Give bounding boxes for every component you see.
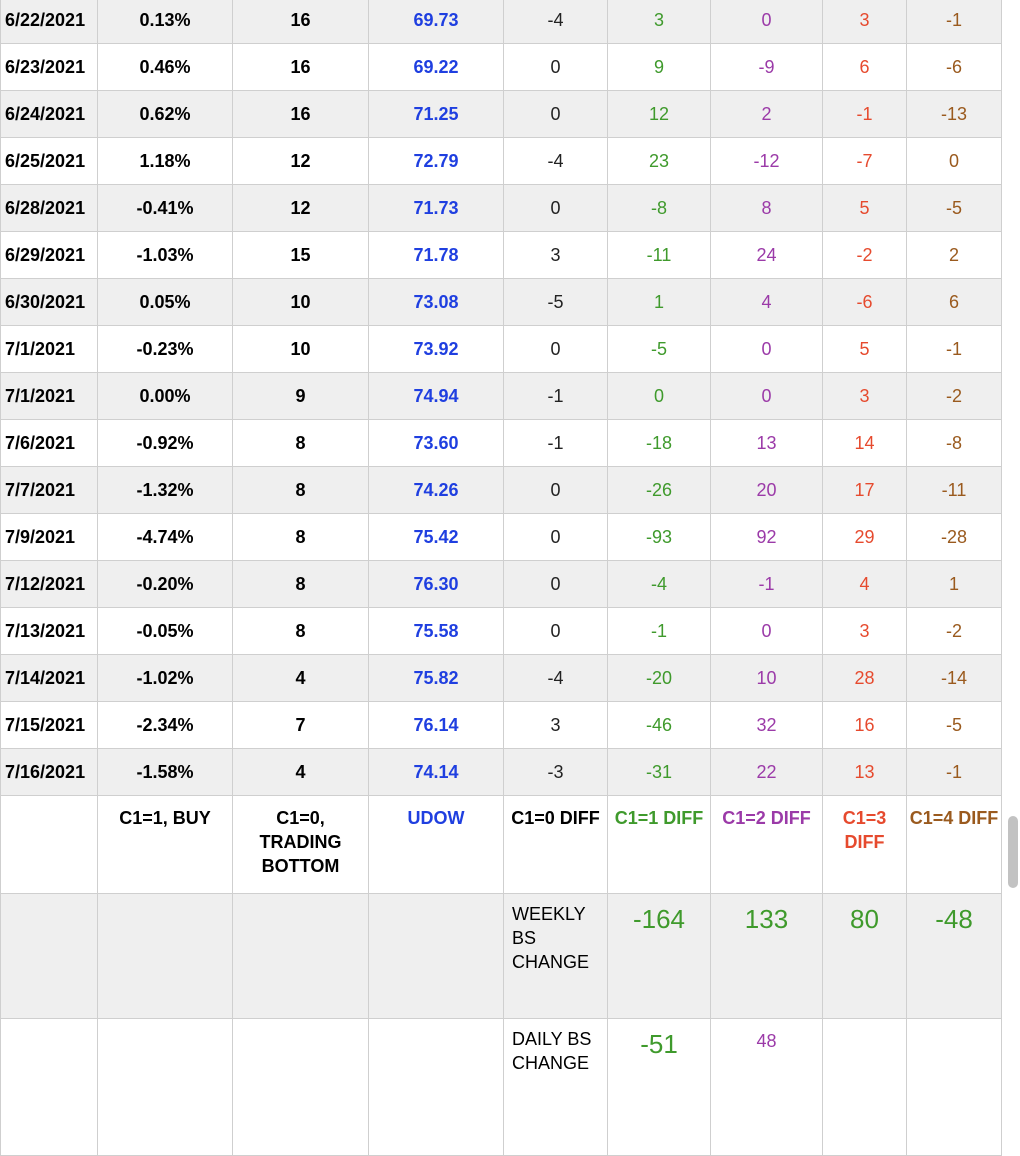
- table-body: [1, 0, 1002, 1156]
- cell-c3-diff[interactable]: 5: [823, 185, 907, 232]
- cell-c4-diff[interactable]: -8: [907, 420, 1002, 467]
- cell-c0-diff[interactable]: -3: [504, 749, 608, 796]
- cell-date[interactable]: 6/22/2021: [1, 0, 98, 44]
- cell-c4-diff[interactable]: -6: [907, 44, 1002, 91]
- cell-c1-diff[interactable]: 0: [608, 373, 711, 420]
- cell-c0-diff[interactable]: 0: [504, 561, 608, 608]
- cell-date[interactable]: 6/24/2021: [1, 91, 98, 138]
- cell-date[interactable]: 7/15/2021: [1, 702, 98, 749]
- header-c0-diff[interactable]: C1=0 DIFF: [504, 796, 608, 894]
- cell-c0-diff[interactable]: 0: [504, 608, 608, 655]
- empty-cell[interactable]: [98, 894, 233, 1019]
- cell-trading-bottom[interactable]: 8: [233, 608, 369, 655]
- header-date[interactable]: [1, 796, 98, 894]
- table-row: [1, 420, 1002, 467]
- table-row: [1, 326, 1002, 373]
- cell-c0-diff[interactable]: -4: [504, 655, 608, 702]
- cell-c0-diff[interactable]: 0: [504, 326, 608, 373]
- cell-c4-diff[interactable]: 6: [907, 279, 1002, 326]
- cell-c4-diff[interactable]: -1: [907, 326, 1002, 373]
- cell-c3-diff[interactable]: 17: [823, 467, 907, 514]
- cell-udow[interactable]: 71.25: [369, 91, 504, 138]
- cell-trading-bottom[interactable]: 4: [233, 655, 369, 702]
- cell-buy-pct[interactable]: 0.05%: [98, 279, 233, 326]
- cell-c0-diff[interactable]: -4: [504, 138, 608, 185]
- table-row: [1, 655, 1002, 702]
- cell-c3-diff[interactable]: 3: [823, 608, 907, 655]
- cell-trading-bottom[interactable]: 16: [233, 0, 369, 44]
- cell-c2-diff[interactable]: -12: [711, 138, 823, 185]
- cell-c2-diff[interactable]: 22: [711, 749, 823, 796]
- cell-c4-diff[interactable]: -13: [907, 91, 1002, 138]
- cell-c3-diff[interactable]: 14: [823, 420, 907, 467]
- cell-c2-diff[interactable]: -9: [711, 44, 823, 91]
- cell-c1-diff[interactable]: 3: [608, 0, 711, 44]
- cell-buy-pct[interactable]: -2.34%: [98, 702, 233, 749]
- cell-date[interactable]: 7/9/2021: [1, 514, 98, 561]
- cell-c0-diff[interactable]: 0: [504, 91, 608, 138]
- cell-trading-bottom[interactable]: 8: [233, 467, 369, 514]
- cell-c4-diff[interactable]: -1: [907, 0, 1002, 44]
- table-row: [1, 138, 1002, 185]
- table-row: [1, 232, 1002, 279]
- header-udow[interactable]: UDOW: [369, 796, 504, 894]
- cell-trading-bottom[interactable]: 10: [233, 279, 369, 326]
- weekly-c3[interactable]: 80: [823, 894, 907, 1019]
- empty-cell[interactable]: [233, 1019, 369, 1156]
- cell-c2-diff[interactable]: 0: [711, 0, 823, 44]
- cell-udow[interactable]: 73.92: [369, 326, 504, 373]
- cell-c1-diff[interactable]: -31: [608, 749, 711, 796]
- daily-c1[interactable]: -51: [608, 1019, 711, 1156]
- cell-c3-diff[interactable]: -1: [823, 91, 907, 138]
- daily-change-row: [1, 1019, 1002, 1156]
- daily-label[interactable]: DAILY BS CHANGE: [504, 1019, 608, 1156]
- cell-buy-pct[interactable]: -0.41%: [98, 185, 233, 232]
- cell-udow[interactable]: 69.73: [369, 0, 504, 44]
- cell-c2-diff[interactable]: 0: [711, 608, 823, 655]
- cell-c4-diff[interactable]: -5: [907, 702, 1002, 749]
- cell-udow[interactable]: 74.26: [369, 467, 504, 514]
- cell-udow[interactable]: 76.14: [369, 702, 504, 749]
- cell-c3-diff[interactable]: -6: [823, 279, 907, 326]
- cell-buy-pct[interactable]: -1.58%: [98, 749, 233, 796]
- cell-trading-bottom[interactable]: 7: [233, 702, 369, 749]
- weekly-c4[interactable]: -48: [907, 894, 1002, 1019]
- cell-c2-diff[interactable]: 4: [711, 279, 823, 326]
- table-row: [1, 373, 1002, 420]
- cell-udow[interactable]: 72.79: [369, 138, 504, 185]
- cell-c3-diff[interactable]: 3: [823, 0, 907, 44]
- cell-buy-pct[interactable]: -4.74%: [98, 514, 233, 561]
- cell-c1-diff[interactable]: 1: [608, 279, 711, 326]
- cell-date[interactable]: 6/28/2021: [1, 185, 98, 232]
- cell-c2-diff[interactable]: 10: [711, 655, 823, 702]
- header-buy[interactable]: C1=1, BUY: [98, 796, 233, 894]
- cell-date[interactable]: 6/23/2021: [1, 44, 98, 91]
- cell-c1-diff[interactable]: -4: [608, 561, 711, 608]
- cell-c1-diff[interactable]: -20: [608, 655, 711, 702]
- cell-c2-diff[interactable]: 92: [711, 514, 823, 561]
- cell-trading-bottom[interactable]: 9: [233, 373, 369, 420]
- cell-date[interactable]: 7/12/2021: [1, 561, 98, 608]
- cell-c1-diff[interactable]: 23: [608, 138, 711, 185]
- cell-c1-diff[interactable]: 9: [608, 44, 711, 91]
- empty-cell[interactable]: [369, 894, 504, 1019]
- cell-trading-bottom[interactable]: 15: [233, 232, 369, 279]
- cell-c4-diff[interactable]: -5: [907, 185, 1002, 232]
- cell-buy-pct[interactable]: 1.18%: [98, 138, 233, 185]
- cell-trading-bottom[interactable]: 8: [233, 514, 369, 561]
- cell-c0-diff[interactable]: 0: [504, 44, 608, 91]
- empty-cell[interactable]: [233, 894, 369, 1019]
- empty-cell[interactable]: [1, 894, 98, 1019]
- table-row: [1, 91, 1002, 138]
- cell-c4-diff[interactable]: -11: [907, 467, 1002, 514]
- cell-udow[interactable]: 69.22: [369, 44, 504, 91]
- table-row: [1, 514, 1002, 561]
- cell-date[interactable]: 7/13/2021: [1, 608, 98, 655]
- cell-c3-diff[interactable]: 29: [823, 514, 907, 561]
- cell-c2-diff[interactable]: -1: [711, 561, 823, 608]
- cell-c1-diff[interactable]: 12: [608, 91, 711, 138]
- cell-c2-diff[interactable]: 0: [711, 326, 823, 373]
- cell-date[interactable]: 7/14/2021: [1, 655, 98, 702]
- table-row: [1, 608, 1002, 655]
- cell-udow[interactable]: 73.08: [369, 279, 504, 326]
- cell-date[interactable]: 6/30/2021: [1, 279, 98, 326]
- cell-udow[interactable]: 76.30: [369, 561, 504, 608]
- cell-buy-pct[interactable]: -0.23%: [98, 326, 233, 373]
- cell-udow[interactable]: 73.60: [369, 420, 504, 467]
- cell-c3-diff[interactable]: 13: [823, 749, 907, 796]
- table-row: [1, 561, 1002, 608]
- cell-buy-pct[interactable]: -0.20%: [98, 561, 233, 608]
- table-row: [1, 0, 1002, 44]
- table-row: [1, 185, 1002, 232]
- cell-trading-bottom[interactable]: 16: [233, 91, 369, 138]
- cell-buy-pct[interactable]: -0.05%: [98, 608, 233, 655]
- cell-buy-pct[interactable]: 0.13%: [98, 0, 233, 44]
- cell-c2-diff[interactable]: 20: [711, 467, 823, 514]
- empty-cell[interactable]: [1, 1019, 98, 1156]
- cell-udow[interactable]: 71.78: [369, 232, 504, 279]
- table-row: [1, 749, 1002, 796]
- cell-c3-diff[interactable]: -7: [823, 138, 907, 185]
- cell-date[interactable]: 7/1/2021: [1, 373, 98, 420]
- cell-buy-pct[interactable]: 0.00%: [98, 373, 233, 420]
- weekly-change-row: [1, 894, 1002, 1019]
- cell-trading-bottom[interactable]: 10: [233, 326, 369, 373]
- cell-c2-diff[interactable]: 13: [711, 420, 823, 467]
- empty-cell[interactable]: [98, 1019, 233, 1156]
- cell-trading-bottom[interactable]: 16: [233, 44, 369, 91]
- cell-c2-diff[interactable]: 2: [711, 91, 823, 138]
- daily-c2[interactable]: 48: [711, 1019, 823, 1156]
- cell-c1-diff[interactable]: -8: [608, 185, 711, 232]
- table-row: [1, 702, 1002, 749]
- cell-c0-diff[interactable]: -4: [504, 0, 608, 44]
- cell-date[interactable]: 7/16/2021: [1, 749, 98, 796]
- cell-trading-bottom[interactable]: 8: [233, 420, 369, 467]
- cell-c0-diff[interactable]: -5: [504, 279, 608, 326]
- cell-udow[interactable]: 75.82: [369, 655, 504, 702]
- cell-c4-diff[interactable]: 1: [907, 561, 1002, 608]
- cell-buy-pct[interactable]: -1.32%: [98, 467, 233, 514]
- cell-trading-bottom[interactable]: 4: [233, 749, 369, 796]
- cell-buy-pct[interactable]: -1.02%: [98, 655, 233, 702]
- cell-c1-diff[interactable]: -18: [608, 420, 711, 467]
- cell-c4-diff[interactable]: 2: [907, 232, 1002, 279]
- cell-c1-diff[interactable]: -1: [608, 608, 711, 655]
- cell-c2-diff[interactable]: 8: [711, 185, 823, 232]
- header-row: [1, 796, 1002, 894]
- cell-date[interactable]: 7/6/2021: [1, 420, 98, 467]
- cell-c0-diff[interactable]: 0: [504, 514, 608, 561]
- cell-c1-diff[interactable]: -93: [608, 514, 711, 561]
- cell-udow[interactable]: 71.73: [369, 185, 504, 232]
- empty-cell[interactable]: [823, 1019, 907, 1156]
- cell-c3-diff[interactable]: 3: [823, 373, 907, 420]
- cell-buy-pct[interactable]: -0.92%: [98, 420, 233, 467]
- weekly-c2[interactable]: 133: [711, 894, 823, 1019]
- cell-c4-diff[interactable]: -28: [907, 514, 1002, 561]
- cell-c3-diff[interactable]: 4: [823, 561, 907, 608]
- empty-cell[interactable]: [369, 1019, 504, 1156]
- cell-date[interactable]: 7/1/2021: [1, 326, 98, 373]
- cell-trading-bottom[interactable]: 12: [233, 185, 369, 232]
- cell-date[interactable]: 6/29/2021: [1, 232, 98, 279]
- cell-c2-diff[interactable]: 0: [711, 373, 823, 420]
- cell-buy-pct[interactable]: 0.62%: [98, 91, 233, 138]
- cell-c3-diff[interactable]: 16: [823, 702, 907, 749]
- cell-udow[interactable]: 74.14: [369, 749, 504, 796]
- table-row: [1, 467, 1002, 514]
- cell-udow[interactable]: 74.94: [369, 373, 504, 420]
- table-row: [1, 44, 1002, 91]
- header-trading-bottom[interactable]: C1=0, TRADING BOTTOM: [233, 796, 369, 894]
- weekly-label[interactable]: WEEKLY BS CHANGE: [504, 894, 608, 1019]
- cell-c2-diff[interactable]: 24: [711, 232, 823, 279]
- cell-c3-diff[interactable]: -2: [823, 232, 907, 279]
- cell-c1-diff[interactable]: -46: [608, 702, 711, 749]
- empty-cell[interactable]: [907, 1019, 1002, 1156]
- table-row: [1, 279, 1002, 326]
- cell-date[interactable]: 7/7/2021: [1, 467, 98, 514]
- cell-trading-bottom[interactable]: 12: [233, 138, 369, 185]
- cell-c1-diff[interactable]: -11: [608, 232, 711, 279]
- cell-c4-diff[interactable]: -1: [907, 749, 1002, 796]
- cell-c4-diff[interactable]: 0: [907, 138, 1002, 185]
- cell-c0-diff[interactable]: -1: [504, 420, 608, 467]
- cell-c4-diff[interactable]: -2: [907, 373, 1002, 420]
- cell-c0-diff[interactable]: 3: [504, 232, 608, 279]
- cell-udow[interactable]: 75.42: [369, 514, 504, 561]
- cell-c0-diff[interactable]: 0: [504, 467, 608, 514]
- vertical-scrollbar[interactable]: [1008, 816, 1018, 888]
- cell-trading-bottom[interactable]: 8: [233, 561, 369, 608]
- cell-udow[interactable]: 75.58: [369, 608, 504, 655]
- cell-c4-diff[interactable]: -14: [907, 655, 1002, 702]
- cell-c1-diff[interactable]: -26: [608, 467, 711, 514]
- cell-c3-diff[interactable]: 6: [823, 44, 907, 91]
- header-c1-diff[interactable]: C1=1 DIFF: [608, 796, 711, 894]
- header-c4-diff[interactable]: C1=4 DIFF: [907, 796, 1002, 894]
- cell-c3-diff[interactable]: 28: [823, 655, 907, 702]
- cell-c0-diff[interactable]: 0: [504, 185, 608, 232]
- cell-buy-pct[interactable]: 0.46%: [98, 44, 233, 91]
- cell-c4-diff[interactable]: -2: [907, 608, 1002, 655]
- cell-buy-pct[interactable]: -1.03%: [98, 232, 233, 279]
- header-c2-diff[interactable]: C1=2 DIFF: [711, 796, 823, 894]
- cell-c3-diff[interactable]: 5: [823, 326, 907, 373]
- cell-c1-diff[interactable]: -5: [608, 326, 711, 373]
- header-c3-diff[interactable]: C1=3 DIFF: [823, 796, 907, 894]
- cell-c2-diff[interactable]: 32: [711, 702, 823, 749]
- cell-c0-diff[interactable]: -1: [504, 373, 608, 420]
- cell-c0-diff[interactable]: 3: [504, 702, 608, 749]
- weekly-c1[interactable]: -164: [608, 894, 711, 1019]
- cell-date[interactable]: 6/25/2021: [1, 138, 98, 185]
